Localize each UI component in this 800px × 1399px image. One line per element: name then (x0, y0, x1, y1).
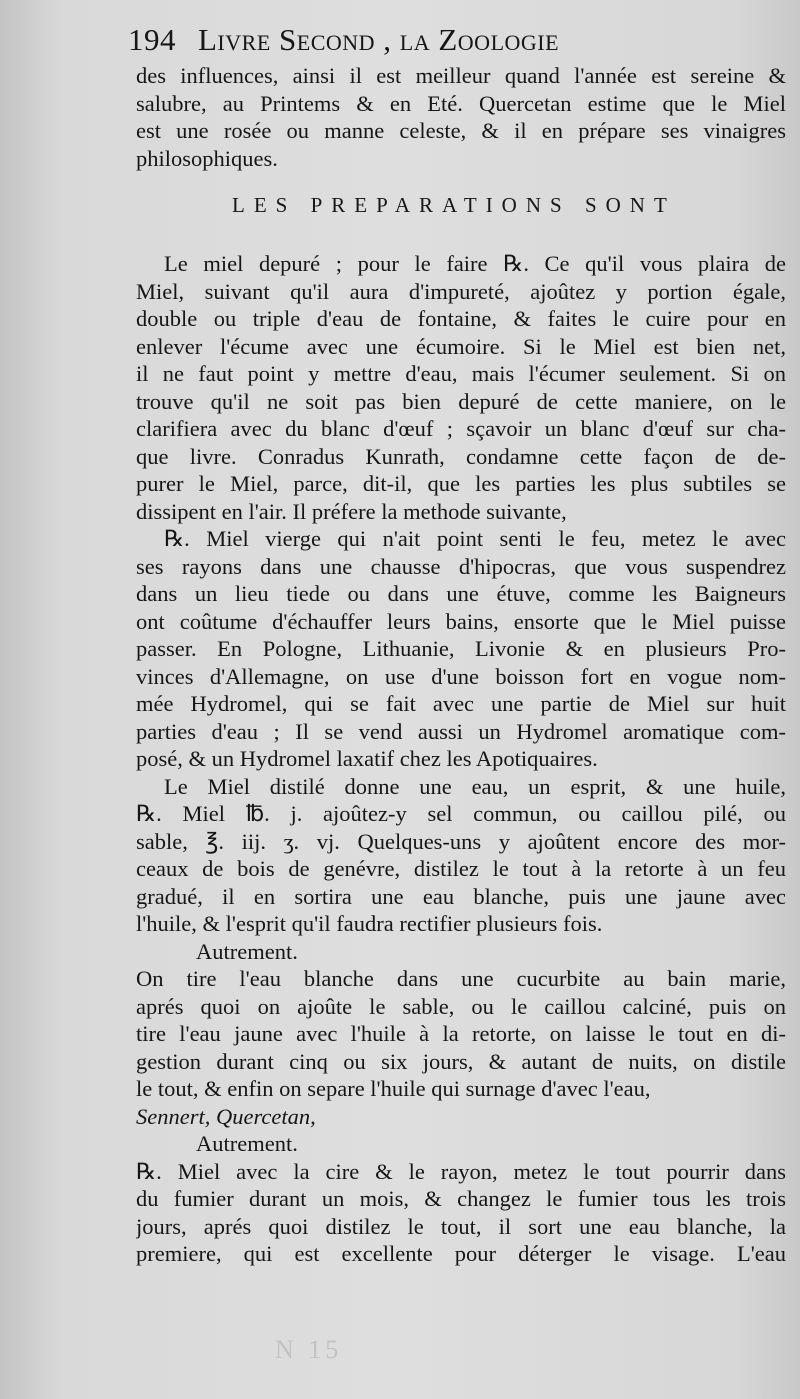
text-line: ℞. Miel ℔. j. ajoûtez-y sel commun, ou caillou pilé, ou (136, 801, 786, 826)
text-line: passer. En Pologne, Lithuanie, Livonie & en plusieurs Pro- (136, 636, 786, 661)
text-line: tire l'eau jaune avec l'huile à la retorte, on laisse le tout en di- (136, 1021, 786, 1046)
text-line: posé, & un Hydromel laxatif chez les Apotiquaires. (136, 746, 598, 771)
bleed-through-mark: N 15 (275, 1335, 343, 1364)
section-heading: LES PREPARATIONS SONT (232, 193, 676, 217)
text-line: Le Miel distilé donne une eau, un esprit, & une huile, (164, 773, 786, 799)
text-line: Miel, suivant qu'il aura d'impureté, ajoûtez y portion égale, (136, 278, 786, 304)
text-line: double ou triple d'eau de fontaine, & faites le cuire pour en (136, 306, 786, 331)
text-line: est une rosée ou manne celeste, & il en prépare ses vinaigres (136, 118, 786, 143)
text-line: clarifiera avec du blanc d'œuf ; sçavoir un blanc d'œuf sur cha- (136, 416, 786, 441)
text-line: le tout, & enfin on separe l'huile qui surnage d'avec l'eau, (136, 1076, 651, 1101)
text-line: parties d'eau ; Il se vend aussi un Hydromel aromatique com- (136, 718, 786, 744)
text-line: salubre, au Printems & en Eté. Quercetan estime que le Miel (136, 90, 786, 116)
text-line: dissipent en l'air. Il préfere la methode suivante, (136, 498, 567, 524)
text-line: mée Hydromel, qui se fait avec une partie de Miel sur huit (136, 691, 786, 716)
text-line: ses rayons dans une chausse d'hipocras, que vous suspendrez (136, 553, 786, 579)
text-line: vinces d'Allemagne, on use d'une boisson fort en vogue nom- (136, 663, 786, 689)
preparations-body (136, 250, 786, 1268)
text-line: du fumier durant un mois, & changez le fumier tous les trois (136, 1186, 786, 1211)
paragraph-continued (136, 62, 786, 172)
text-line: que livre. Conradus Kunrath, condamne cette façon de de- (136, 443, 786, 469)
sub-heading: Autrement. (196, 1131, 298, 1156)
text-line: philosophiques. (136, 145, 278, 171)
page-number: 194 (128, 22, 176, 57)
text-line: gradué, il en sortira une eau blanche, puis une jaune avec (136, 883, 786, 909)
text-line: enlever l'écume avec une écumoire. Si le Miel est bien net, (136, 333, 786, 359)
text-line: gestion durant cinq ou six jours, & autant de nuits, on distile (136, 1048, 786, 1074)
text-line: dans un lieu tiede ou dans une étuve, comme les Baigneurs (136, 581, 786, 606)
text-line: sable, ℥. iij. ʒ. vj. Quelques-uns y ajoûtent encore des mor- (136, 828, 786, 854)
text-line: aprés quoi on ajoûte le sable, ou le caillou calciné, puis on (136, 993, 786, 1019)
sub-heading: Autrement. (196, 938, 298, 964)
text-line: des influences, ainsi il est meilleur quand l'année est sereine & (136, 63, 786, 88)
text-line: ℞. Miel avec la cire & le rayon, metez le tout pourrir dans (136, 1158, 786, 1184)
text-line: premiere, qui est excellente pour déterger le visage. L'eau (136, 1241, 786, 1266)
text-line: trouve qu'il ne soit pas bien depuré de cette maniere, on le (136, 388, 786, 414)
text-line: On tire l'eau blanche dans une cucurbite au bain marie, (136, 966, 786, 991)
text-line: ℞. Miel vierge qui n'ait point senti le feu, metez le avec (164, 526, 786, 551)
text-line: l'huile, & l'esprit qu'il faudra rectifier plusieurs fois. (136, 911, 603, 936)
author-citation: Sennert, Quercetan, (136, 1103, 316, 1129)
text-line: Le miel depuré ; pour le faire ℞. Ce qu'il vous plaira de (164, 251, 786, 276)
text-line: purer le Miel, parce, dit-il, que les parties les plus subtiles se (136, 471, 786, 496)
text-line: ont coûtume d'échauffer leurs bains, ensorte que le Miel puisse (136, 608, 786, 634)
text-line: ceaux de bois de genévre, distilez le tout à la retorte à un feu (136, 856, 786, 881)
running-header (128, 22, 688, 62)
text-line: jours, aprés quoi distilez le tout, il sort une eau blanche, la (136, 1213, 786, 1239)
running-title: Livre Second , la Zoologie (198, 22, 560, 57)
text-line: il ne faut point y mettre d'eau, mais l'écumer seulement. Si on (136, 361, 786, 386)
